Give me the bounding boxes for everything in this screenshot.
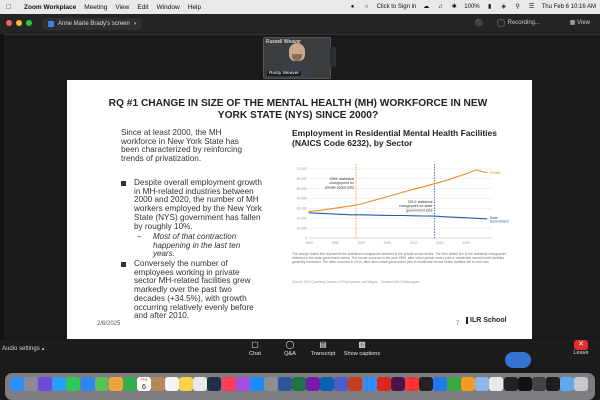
settings-icon[interactable] [264,377,278,391]
word-icon[interactable] [278,377,292,391]
y-tick-label: 10,000 [296,226,307,231]
stocks-icon[interactable] [419,377,433,391]
transcript-icon: ▤ [319,340,327,349]
data-point [444,216,445,217]
zoom-icon[interactable] [363,377,377,391]
slack-icon[interactable] [391,377,405,391]
window-controls [6,20,32,26]
qa-icon: ◯ [285,340,295,349]
slide-page-number: 7 [456,321,460,327]
data-point [382,198,383,199]
qa-button[interactable] [272,340,308,357]
data-point [361,214,362,215]
screenshot-icon[interactable] [532,377,546,391]
music-icon[interactable] [222,377,236,391]
app-store-icon[interactable] [250,377,264,391]
shield-icon[interactable]: ⚫ [474,20,484,27]
zoom-top-bar [0,14,600,35]
x-tick-label: 2020 [462,241,470,245]
x-tick-label: 2000 [357,241,366,245]
chart-title: Employment in Residential Mental Health Facilities (NAICS Code 6232), by Sector [292,128,497,148]
data-point [309,211,310,212]
changepoint-label: changepoint for [329,181,355,186]
y-tick-label: 60,000 [296,177,307,181]
slide-lead-text: Since at least 2000, the MH workforce in New York State has been characterized by reinforcing trends of privatization. [121,128,243,164]
slide-date: 2/6/2025 [97,321,121,327]
caret-up-icon: ▴ [41,346,45,352]
data-point [455,177,456,178]
data-point [350,205,351,206]
view-label: View [577,20,590,26]
y-tick-label: 20,000 [296,216,307,221]
chart-note: The orange dotted line represents the statistical changepoint detected in the private sector series. The blue dotted line is the statistical changepoint detected in the state government series. The former occurred in the year 1999, after which private sector jobs in residential mental health facilities generally increased. The latter occurred in 2014, after which state government jobs in residential mental health facilities fell to new lows. [292,252,507,264]
chat-label: Chat [249,351,261,357]
floating-blue-button[interactable] [505,352,531,368]
data-point [455,217,456,218]
transcript-label: Transcript [310,351,336,357]
series-label: Private [489,170,501,175]
menu-help[interactable]: Help [187,3,202,11]
series-line [309,213,487,219]
shared-screen-indicator[interactable] [42,18,142,30]
screen-share-icon [48,21,54,27]
chart-area [287,158,527,250]
calendar-icon[interactable] [137,377,151,391]
shared-screen-label: Anne Marie Brady's screen [58,21,130,27]
menubar-datetime[interactable]: Thu Feb 6 10:16 AM [541,4,596,10]
x-tick-label: 2010 [409,241,418,245]
data-point [465,173,466,174]
bullet-2-text: Conversely the number of employees working in private sector MH-related facilities grew markedly over the past two decades (+34.5%), with growth occurring relatively evenly before and after 2010. [134,259,254,321]
y-tick-label: 40,000 [296,196,307,201]
sub-bullet-1-text: Most of that contraction happening in the last ten years. [153,232,241,259]
mac-menubar [0,0,600,14]
menu-app-name[interactable]: Zoom Workplace [24,3,77,11]
show-captions-label: Show captions [343,351,381,357]
chat-icon: ▢ [251,340,259,349]
x-tick-label: 2005 [383,241,392,245]
captions-icon: ▩ [358,340,366,349]
data-point [371,215,372,216]
data-point [434,216,435,217]
outlook-icon[interactable] [320,377,334,391]
data-point [319,213,320,214]
menu-meeting[interactable]: Meeting [84,3,108,11]
safari-icon[interactable] [52,377,66,391]
video-panel-handle[interactable] [330,47,336,67]
photos-icon[interactable] [109,377,123,391]
data-point [486,172,487,173]
calendar-month: FEB [140,378,148,382]
leave-button[interactable] [570,340,592,356]
data-point [392,215,393,216]
sub-bullet-1 [137,232,263,259]
bullet-1-text: Despite overall employment growth in MH-related industries between 2000 and 2020, the number of MH workers employed by the New York State (NYS) government has fallen by roughly 10%. [134,178,262,231]
contacts-icon[interactable] [151,377,165,391]
qa-label: Q&A [284,351,296,357]
leave-icon: ✕ [574,340,588,350]
reminders-icon[interactable] [165,377,179,391]
menu-view[interactable]: View [115,3,130,11]
bullet-1 [121,179,271,231]
menu-edit[interactable]: Edit [137,3,149,11]
data-point [361,203,362,204]
data-point [465,217,466,218]
data-point [340,207,341,208]
x-tick-label: 1990 [305,241,313,245]
search-icon[interactable]: ⚲ [515,3,520,10]
control-center-icon[interactable]: ☰ [528,3,535,10]
y-tick-label: 0 [305,236,307,241]
launchpad-icon[interactable] [24,377,38,391]
y-tick-label: 50,000 [296,186,307,191]
click-to-sign-in[interactable]: Click to Sign in [376,4,417,10]
changepoint-label: private sector jobs [324,185,355,190]
chat-button[interactable] [237,340,273,357]
keynote-icon[interactable] [433,377,447,391]
battery-icon[interactable]: ▮ [487,3,492,10]
textedit-icon[interactable] [489,377,503,391]
data-point [319,210,320,211]
record-dot-icon [497,19,505,27]
finder-icon[interactable] [10,377,24,391]
mail-icon[interactable] [81,377,95,391]
participant-video-tile[interactable] [263,37,331,79]
leave-label: Leave [573,350,589,356]
show-captions-button[interactable] [342,340,382,357]
y-tick-label: 30,000 [296,206,307,211]
changepoint-label: government jobs [405,208,433,213]
left-edge [0,34,4,344]
terminal-icon[interactable] [518,377,532,391]
trash-icon[interactable] [574,377,588,391]
powerpoint-icon[interactable] [348,377,362,391]
wifi-icon[interactable]: ◈ [501,3,506,10]
user-icon[interactable]: ○ [364,3,369,10]
data-point [486,218,487,219]
chart-source: Source: BLS Quarterly Census of Employment and Wages – Created with Datawrapper [292,280,420,284]
music-icon[interactable]: ♫ [438,3,443,10]
series-label: Government [489,219,509,224]
pages-icon[interactable] [461,377,475,391]
siri-icon[interactable] [38,377,52,391]
facetime-icon[interactable] [123,377,137,391]
data-point [434,183,435,184]
participant-name-top: Russell Weaver [266,39,301,45]
close-window-button[interactable] [6,20,12,26]
x-tick-label: 1995 [331,241,339,245]
calendar-day: 6 [141,384,146,391]
changepoint-label: changepoint for state [398,204,433,209]
quicktime-icon[interactable] [546,377,560,391]
data-point [329,208,330,209]
onenote-icon[interactable] [306,377,320,391]
audio-settings-label: Audio settings [2,346,40,352]
data-point [371,201,372,202]
excel-icon[interactable] [292,377,306,391]
data-point [424,215,425,216]
sub-bullet-dash: – [137,232,142,241]
transcript-button[interactable] [305,340,341,357]
series-label: State [489,215,498,220]
data-point [476,169,477,170]
activity-icon[interactable] [504,377,518,391]
bullet-2 [121,260,271,321]
data-point [350,214,351,215]
data-point [476,218,477,219]
data-point [340,214,341,215]
maps-icon[interactable] [95,377,109,391]
data-point [329,213,330,214]
y-tick-label: 70,000 [296,167,307,172]
zoom-window-button[interactable] [26,20,32,26]
teams-icon[interactable] [334,377,348,391]
audio-settings-button[interactable] [2,346,44,352]
data-point [392,195,393,196]
changepoint-label: 1999: statistical [329,177,355,181]
ilr-school-logo: ILR School [466,317,507,324]
battery-percent: 100% [464,4,480,10]
menu-window[interactable]: Window [156,3,180,11]
chrome-icon[interactable] [193,377,207,391]
data-point [309,212,310,213]
data-point [382,215,383,216]
amazon-music-icon[interactable] [207,377,221,391]
data-point [444,180,445,181]
downloads-icon[interactable] [560,377,574,391]
news-icon[interactable] [405,377,419,391]
podcasts-icon[interactable] [236,377,250,391]
changepoint-label: 2014: statistical [407,200,433,204]
preview-icon[interactable] [475,377,489,391]
notes-icon[interactable] [179,377,193,391]
bullet-square-icon [121,262,126,267]
cloud-icon[interactable]: ☁ [423,3,430,10]
data-point [413,189,414,190]
recording-label: Recording... [507,20,540,26]
data-point [413,215,414,216]
line-chart [287,158,527,250]
numbers-icon[interactable] [447,377,461,391]
minimize-window-button[interactable] [16,20,22,26]
chevron-down-icon: ▾ [133,21,137,27]
data-point [424,186,425,187]
bullet-square-icon [121,181,126,186]
data-point [403,215,404,216]
recording-indicator[interactable] [475,19,540,27]
participant-name-label: Rusty Weaver [269,71,300,76]
shared-slide [67,80,532,339]
bluetooth-icon[interactable]: ✱ [451,3,457,10]
acrobat-icon[interactable] [377,377,391,391]
zoom-status-icon[interactable]: ● [350,3,355,10]
data-point [403,192,404,193]
messages-icon[interactable] [66,377,80,391]
slide-title: RQ #1 CHANGE IN SIZE OF THE MENTAL HEALTH (MH) WORKFORCE IN NEW YORK STATE (NYS) SINCE 2000? [108,98,488,121]
x-tick-label: 2015 [435,241,444,245]
apple-icon[interactable] [6,4,16,11]
view-button[interactable]: ▦ View [569,20,590,26]
